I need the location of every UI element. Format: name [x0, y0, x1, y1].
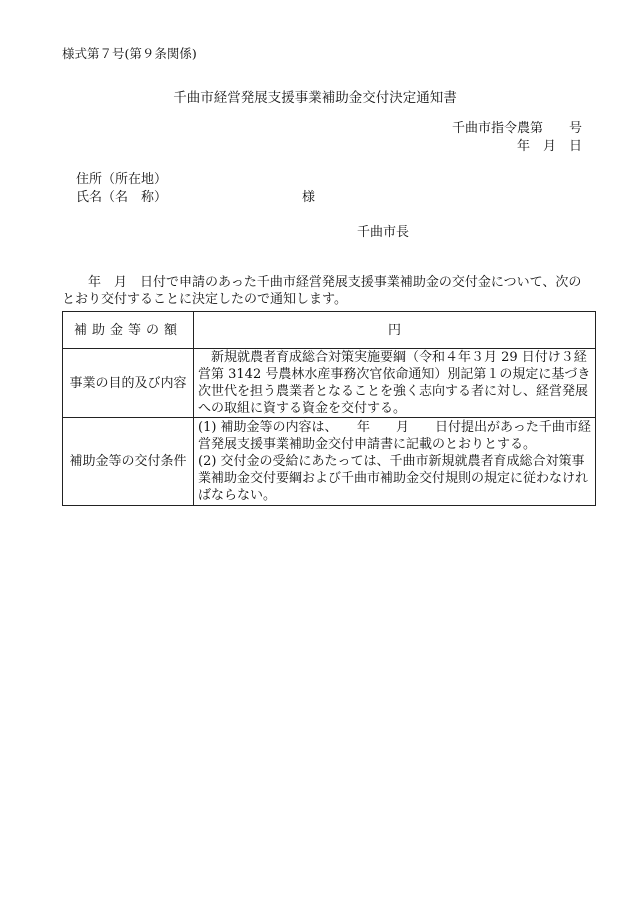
conditions-value [194, 418, 596, 506]
form-number: 様式第７号(第９条関係) [62, 46, 197, 61]
table-row-purpose [63, 349, 596, 418]
notice-body-text: 年 月 日付で申請のあった千曲市経営発展支援事業補助金の交付金について、次のとおり交付することに決定したので通知します。 [62, 275, 582, 307]
conditions-label: 補助金等の交付条件 [63, 418, 194, 506]
grant-details-table [62, 311, 596, 506]
purpose-label: 事業の目的及び内容 [63, 349, 194, 418]
amount-label: 補助金等の額 [63, 312, 194, 349]
condition-item-2: (2) 交付金の受給にあたっては、千曲市新規就農者育成総合対策事業補助金交付要綱および千曲市補助金交付規則の規定に従わなければならない。 [198, 454, 589, 503]
table-row-amount [63, 312, 596, 349]
notice-date: 年 月 日 [516, 139, 582, 154]
condition-item-1: (1) 補助金等の内容は、 年 月 日付提出があった千曲市経営発展支援事業補助金交付申請書に記載のとおりとする。 [198, 420, 591, 452]
issuer-name: 千曲市長 [357, 225, 410, 240]
amount-value: 円 [194, 312, 596, 349]
notice-number: 千曲市指令農第 号 [451, 121, 582, 136]
document-title: 千曲市経営発展支援事業補助金交付決定通知書 [173, 90, 457, 106]
purpose-value: 新規就農者育成総合対策実施要綱（令和４年３月 29 日付け３経営第 3142 号農林水産事務次官依命通知）別記第１の規定に基づき次世代を担う農業者となることを強く志向する者に対し、経営発展への取組に資する資金を交付する。 [194, 349, 596, 418]
recipient-address-label: 住所（所在地） [76, 172, 168, 187]
recipient-name-label: 氏名（名 称） [76, 190, 168, 205]
recipient-honorific: 様 [302, 190, 316, 205]
table-row-conditions [63, 418, 596, 506]
